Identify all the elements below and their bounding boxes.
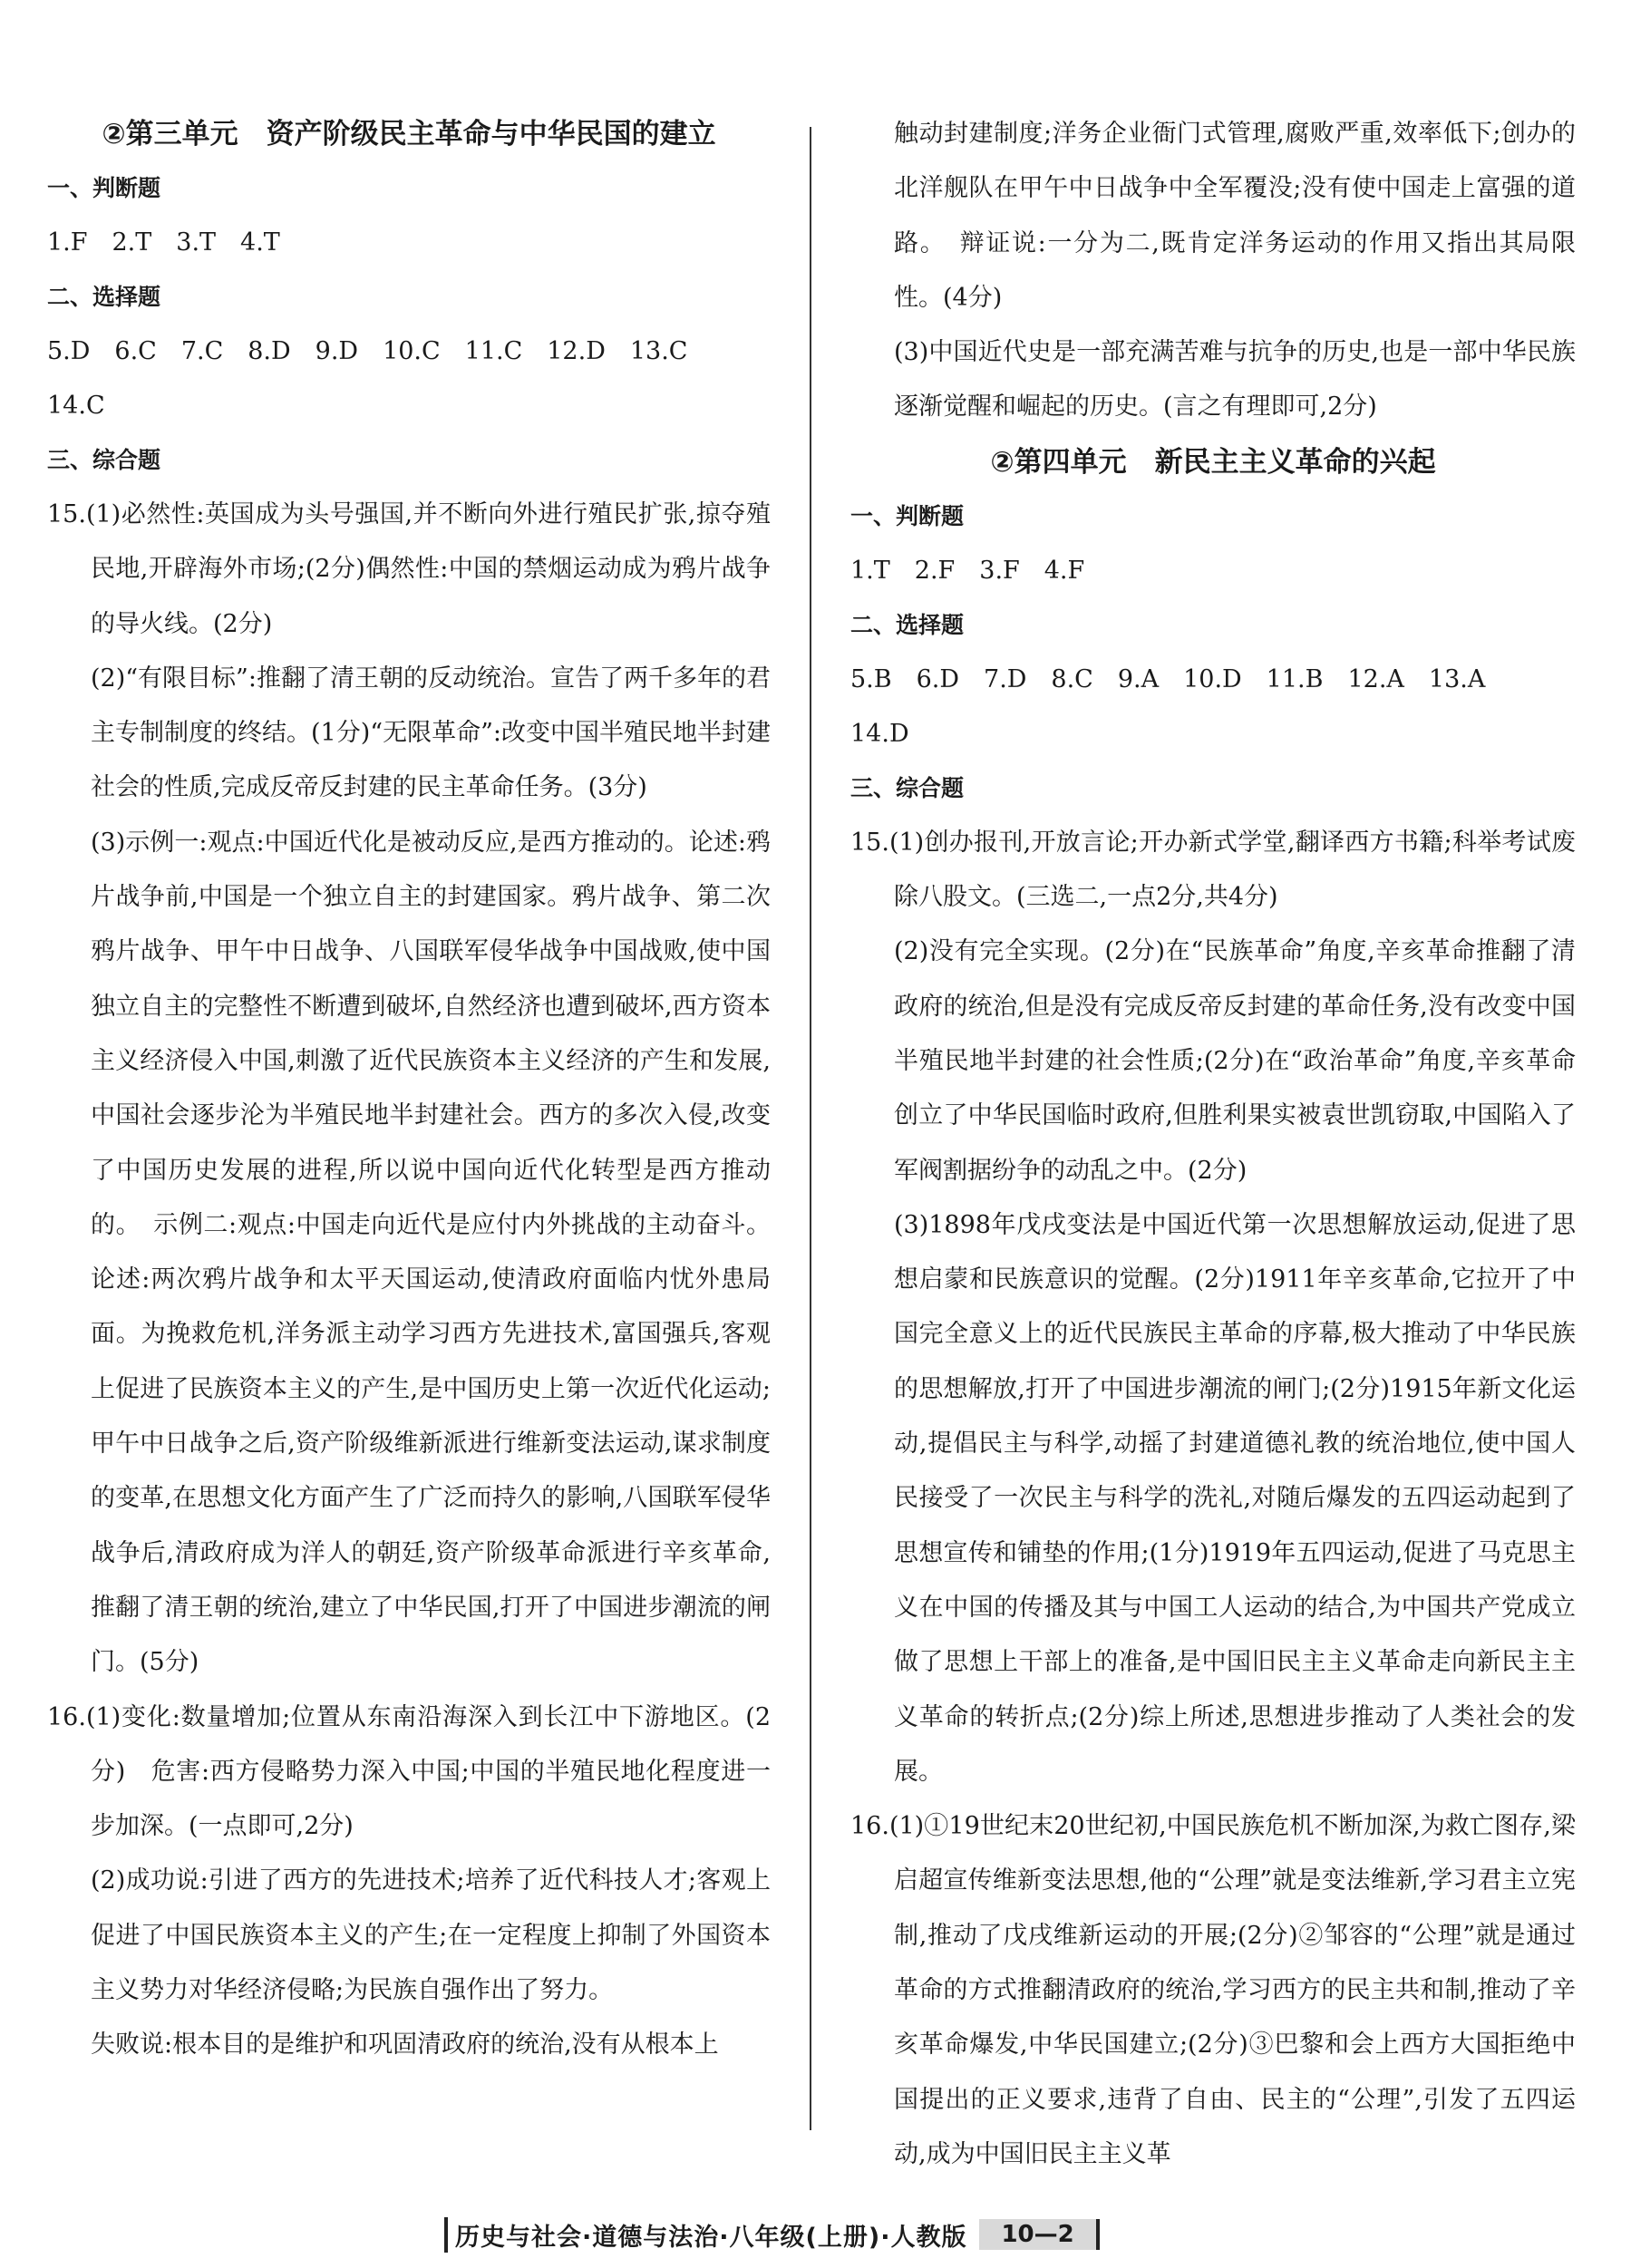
q16-part2-fail: 失败说:根本目的是维护和巩固清政府的统治,没有从根本上 [91,2031,719,2060]
q16-part2: (2)成功说:引进了西方的先进技术;培养了近代科技人才;客观上促进了中国民族资本主义的产生;在一定程度上抑制了外国资本主义势力对华经济侵略;为民族自强作出了努力。 [91,1866,771,2005]
q15-4-part3: (3)1898年戊戌变法是中国近代第一次思想解放运动,促进了思想启蒙和民族意识的觉醒。(2分)1911年辛亥革命,它拉开了中国完全意义上的近代民族民主革命的序幕,极大推动了中华民族的思想解放,打开了中国进步潮流的闸门;(2分)1915年新文化运动,提倡民主与科学,动摇了封建道德礼教的统治地位,使中国人民接受了一次民主与科学的洗礼,对随后爆发的五四运动起到了思想宣传和铺垫的作用;(1分)1919年五四运动,促进了马克思主义在中国的传播及其与中国工人运动的结合,为中国共产党成立做了思想上干部上的准备,是中国旧民主主义革命走向新民主主义革命的转折点;(2分)综上所述,思想进步推动了人类社会的发展。 [894,1210,1576,1786]
unit-title-4: ②第四单元 新民主主义革命的兴起 [990,445,1436,479]
section-choice-4: 二、选择题 [850,611,965,638]
q15-4-part1: 15.(1)创办报刊,开放言论;开办新式学堂,翻译西方书籍;科举考试废除八股文。(三选二,一点2分,共4分) [850,828,1576,912]
section-judgement: 一、判断题 [47,175,161,201]
q15-part2: (2)“有限目标”:推翻了清王朝的反动统治。宣告了两千多年的君主专制制度的终结。(1分)“无限革命”:改变中国半殖民地半封建社会的性质,完成反帝反封建的民主革命任务。(3分) [91,664,771,802]
section-choice: 二、选择题 [47,284,161,310]
section-judgement-4: 一、判断题 [850,502,965,529]
choice-answers-line1: 5.D 6.C 7.C 8.D 9.D 10.C 11.C 12.D 13.C [47,337,688,365]
footer-page-number: 10—2 [979,2219,1099,2250]
choice-answers-4-line2: 14.D [850,719,909,748]
q15-4-part2: (2)没有完全实现。(2分)在“民族革命”角度,辛亥革命推翻了清政府的统治,但是没有完成反帝反封建的革命任务,没有改变中国半殖民地半封建的社会性质;(2分)在“政治革命”角度,辛亥革命创立了中华民国临时政府,但胜利果实被袁世凯窃取,中国陷入了军阀割据纷争的动乱之中。(2分) [894,937,1576,1185]
section-comprehensive: 三、综合题 [47,447,161,473]
choice-answers-line2: 14.C [47,392,105,420]
judgement-answers-4: 1.T 2.F 3.F 4.F [850,556,1085,585]
q16-4-part1: 16.(1)①19世纪末20世纪初,中国民族危机不断加深,为救亡图存,梁启超宣传维新变法思想,他的“公理”就是变法维新,学习君主立宪制,推动了戊戌维新运动的开展;(2分)②邹容的“公理”就是通过革命的方式推翻清政府的统治,学习西方的民主共和制,推动了辛亥革命爆发,中华民国建立;(2分)③巴黎和会上西方大国拒绝中国提出的正义要求,违背了自由、民主的“公理”,引发了五四运动,成为中国旧民主主义革 [850,1812,1576,2168]
footer-book-title: 历史与社会·道德与法治·八年级(上册)·人教版 [444,2217,966,2253]
choice-answers-4-line1: 5.B 6.D 7.D 8.C 9.A 10.D 11.B 12.A 13.A [850,664,1486,693]
unit-title-3: ②第三单元 资产阶级民主革命与中华民国的建立 [102,118,716,150]
column-divider [810,127,811,2130]
q15-part3: (3)示例一:观点:中国近代化是被动反应,是西方推动的。论述:鸦片战争前,中国是一个独立自主的封建国家。鸦片战争、第二次鸦片战争、甲午中日战争、八国联军侵华战争中国战败,使中国独立自主的完整性不断遭到破坏,自然经济也遭到破坏,西方资本主义经济侵入中国,刺激了近代民族资本主义经济的产生和发展,中国社会逐步沦为半殖民地半封建社会。西方的多次入侵,改变了中国历史发展的进程,所以说中国向近代化转型是西方推动的。 示例二:观点:中国走向近代是应付内外挑战的主动奋斗。论述:两次鸦片战争和太平天国运动,使清政府面临内忧外患局面。为挽救危机,洋务派主动学习西方先进技术,富国强兵,客观上促进了民族资本主义的产生,是中国历史上第一次近代化运动;甲午中日战争之后,资产阶级维新派进行维新变法运动,谋求制度的变革,在思想文化方面产生了广泛而持久的影响,八国联军侵华战争后,清政府成为洋人的朝廷,资产阶级革命派进行辛亥革命,推翻了清王朝的统治,建立了中华民国,打开了中国进步潮流的闸门。(5分) [91,828,771,1677]
q16-part3: (3)中国近代史是一部充满苦难与抗争的历史,也是一部中华民族逐渐觉醒和崛起的历史。(言之有理即可,2分) [894,338,1576,422]
judgement-answers: 1.F 2.T 3.T 4.T [47,228,280,257]
q16-part1: 16.(1)变化:数量增加;位置从东南沿海深入到长江中下游地区。(2分) 危害:西方侵略势力深入中国;中国的半殖民地化程度进一步加深。(一点即可,2分) [47,1702,771,1841]
left-column [47,107,771,2073]
q15-part1: 15.(1)必然性:英国成为头号强国,并不断向外进行殖民扩张,掠夺殖民地,开辟海外市场;(2分)偶然性:中国的禁烟运动成为鸦片战争的导火线。(2分) [47,500,771,638]
section-comprehensive-4: 三、综合题 [850,774,965,801]
q16-continued: 触动封建制度;洋务企业衙门式管理,腐败严重,效率低下;创办的北洋舰队在甲午中日战争中全军覆没;没有使中国走上富强的道路。 辩证说:一分为二,既肯定洋务运动的作用又指出其局限性。(4分) [894,120,1576,312]
right-column [850,107,1576,2182]
page-footer [444,2214,1188,2255]
